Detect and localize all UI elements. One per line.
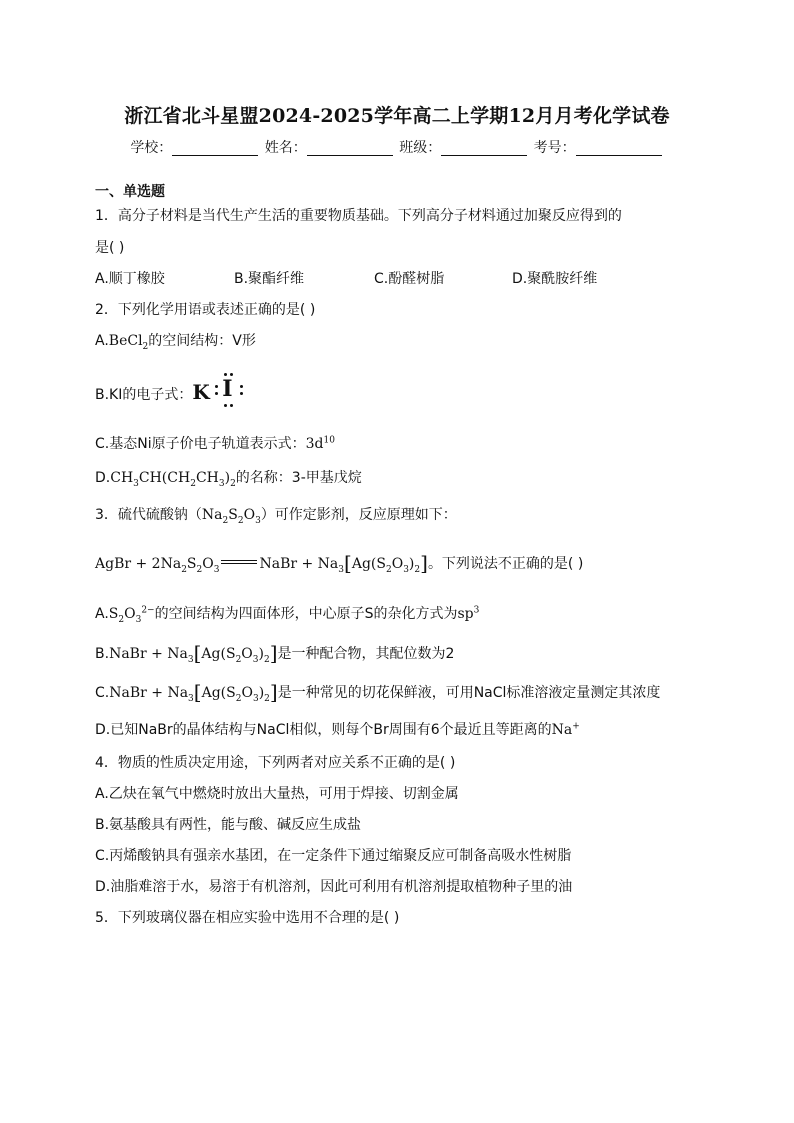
q1-option-d: D.聚酰胺纤维 xyxy=(512,271,598,287)
q3-option-b: B.NaBr + $Na_3[Ag(S_2O_3)_2]$是一种配合物，其配位数为2 xyxy=(95,641,455,665)
exam-title: 浙江省北斗星盟2024-2025学年高二上学期12月月考化学试卷 xyxy=(124,105,670,127)
q4-option-d: D.油脂难溶于水，易溶于有机溶剂，因此可利用有机溶剂提取植物种子里的油 xyxy=(95,879,573,895)
q4-option-b: B.氨基酸具有两性，能与酸、碱反应生成盐 xyxy=(95,817,362,833)
number-blank[interactable] xyxy=(576,141,662,156)
q2-option-c: C.基态Ni原子价电子轨道表示式：$3d^{10}$ xyxy=(95,435,335,452)
equals-sign xyxy=(221,560,257,564)
q1-stem-line1: 1．高分子材料是当代生产生活的重要物质基础。下列高分子材料通过加聚反应得到的 xyxy=(95,208,622,224)
q3-equation: AgBr + $2Na_2S_2O_3$ NaBr + $Na_3[Ag(S_2O_3)_2]$。下列说法不正确的是( ) xyxy=(95,551,584,575)
q3-option-a: $A.S_2O_3^{2-}$的空间结构为四面体形，中心原子S的杂化方式为$sp^3$ xyxy=(95,605,480,625)
q3-stem: 3．硫代硫酸钠$(Na_2S_2O_3)$可作定影剂，反应原理如下： xyxy=(95,507,457,526)
q1-options xyxy=(95,268,597,288)
name-blank[interactable] xyxy=(307,141,393,156)
number-label: 考号： xyxy=(533,140,576,156)
q2-option-b: B.KI的电子式：K I xyxy=(95,373,244,407)
school-blank[interactable] xyxy=(172,141,258,156)
q1-option-a: A.顺丁橡胶 xyxy=(95,271,165,287)
q2-option-a: A.BeCl$_2$的空间结构：V形 xyxy=(95,333,256,352)
q1-option-b: B.聚酯纤维 xyxy=(234,271,305,287)
class-blank[interactable] xyxy=(441,141,527,156)
section-heading: 一、单选题 xyxy=(95,184,165,200)
school-label: 学校： xyxy=(130,140,173,156)
q2-option-d: $D.CH_3CH(CH_2CH_3)_2$的名称：3-甲基戊烷 xyxy=(95,470,362,489)
q4-stem: 4．物质的性质决定用途，下列两者对应关系不正确的是( ) xyxy=(95,755,456,771)
q1-stem-line2: 是( ) xyxy=(95,240,125,256)
iodide-electron-dots xyxy=(214,373,244,407)
q5-stem: 5．下列玻璃仪器在相应实验中选用不合理的是( ) xyxy=(95,910,400,926)
q4-option-a: A.乙炔在氧气中燃烧时放出大量热，可用于焊接、切割金属 xyxy=(95,786,459,802)
q1-option-c: C.酚醛树脂 xyxy=(374,271,445,287)
student-info-row xyxy=(0,137,794,157)
q4-option-c: C.丙烯酸钠具有强亲水基团，在一定条件下通过缩聚反应可制备高吸水性树脂 xyxy=(95,848,572,864)
q2-stem: 2．下列化学用语或表述正确的是( ) xyxy=(95,302,316,318)
q3-option-d: D.已知NaBr的晶体结构与NaCl相似，则每个Br周围有6个最近且等距离的Na+ xyxy=(95,721,580,738)
q3-option-c: C.NaBr + $Na_3[Ag(S_2O_3)_2]$是一种常见的切花保鲜液，可用NaCl标准溶液定量测定其浓度 xyxy=(95,680,661,704)
potassium-symbol: K xyxy=(192,380,210,404)
name-label: 姓名： xyxy=(264,140,307,156)
iodine-symbol: I xyxy=(222,376,233,402)
class-label: 班级： xyxy=(399,140,442,156)
